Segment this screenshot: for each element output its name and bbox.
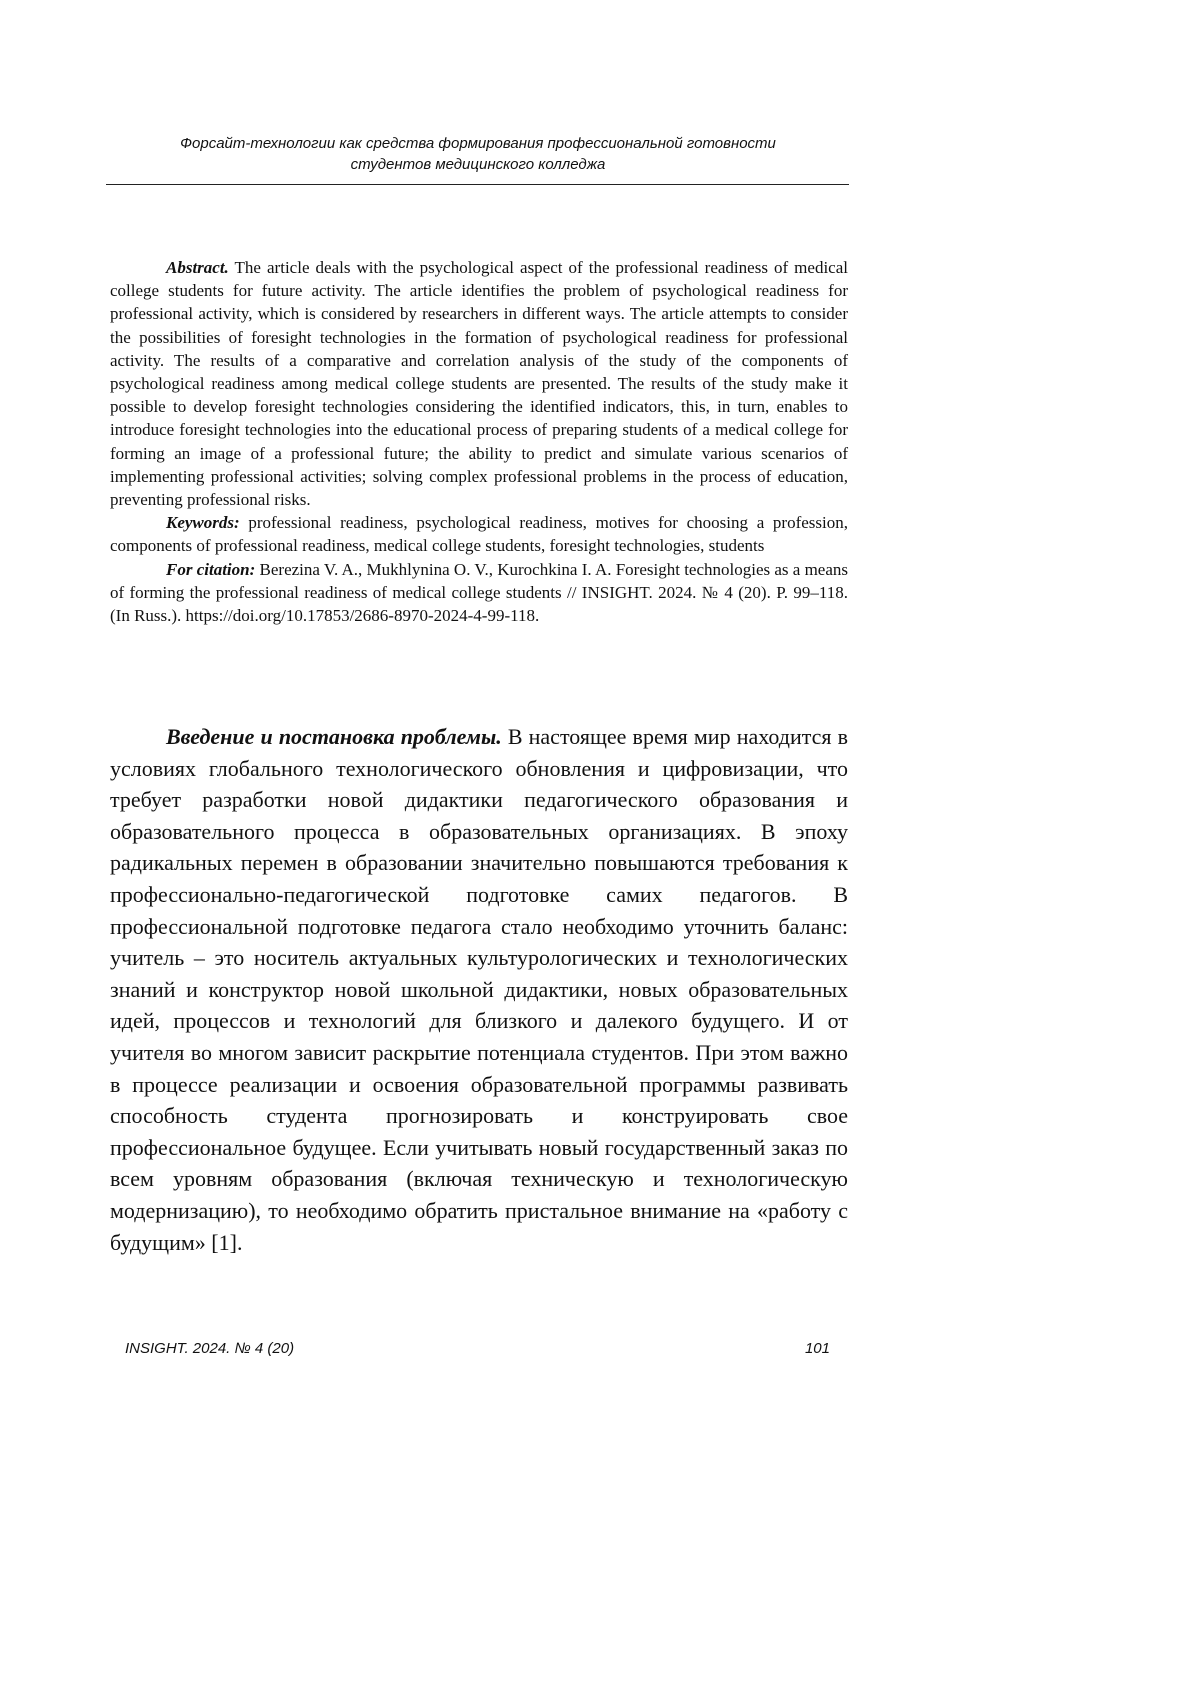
abstract-text: The article deals with the psychological aspect of the professional readiness of medical college students for future activity. The article identifies the problem of psychological readiness for professional activity, which is considered by researchers in different ways. The article attempts to consider the possibilities of foresight technologies in the formation of psychological readiness for professional activity. The results of a comparative and correlation analysis of the study of the components of psychological readiness among medical college students are presented. The results of the study make it possible to develop foresight technologies considering the identified indicators, this, in turn, enables to introduce foresight technologies into the educational process of preparing students of a medical college for forming an image of a professional future; the ability to predict and simulate various scenarios of implementing professional activities; solving complex professional problems in the process of education, preventing professional risks.	[110, 258, 848, 510]
abstract-label: Abstract.	[166, 258, 229, 277]
running-header	[108, 133, 848, 175]
footer-journal: INSIGHT. 2024. № 4 (20)	[125, 1340, 295, 1357]
abstract-paragraph	[110, 256, 848, 511]
keywords-label: Keywords:	[166, 513, 240, 533]
intro-text: В настоящее время мир находится в условиях глобального технологического обновления и цифровизации, что требует разработки новой дидактики педагогического образования и образовательного процесса в образовательных организациях. В эпоху радикальных перемен в образовании значительно повышаются требования к профессионально-педагогической подготовке самих педагогов. В профессиональной подготовке педагога стало необходимо уточнить баланс: учитель – это носитель актуальных культурологических и технологических знаний и конструктор новой школьной дидактики, новых образовательных идей, процессов и технологий для близкого и далекого будущего. И от учителя во многом зависит раскрытие потенциала студентов. При этом важно в процессе реализации и освоения образовательной программы развивать способность студента прогнозировать и конструировать свое профессиональное будущее. Если учитывать новый государственный заказ по всем уровням образования (включая техническую и технологическую модернизацию), то необходимо обратить пристальное внимание на «работу с будущим» [1].	[110, 724, 848, 1255]
header-divider	[106, 184, 849, 185]
page-number: 101	[804, 1340, 830, 1357]
keywords-text: professional readiness, psychological readiness, motives for choosing a profession, components of professional readiness, medical college students, foresight technologies, students	[110, 513, 849, 556]
keywords-paragraph	[110, 511, 848, 557]
citation-label: For citation:	[166, 559, 256, 579]
running-header-line-2: студентов медицинского колледжа	[350, 156, 606, 173]
intro-heading: Введение и постановка проблемы.	[166, 724, 502, 749]
article-body	[110, 721, 848, 1258]
citation-text: Berezina V. A., Mukhlynina O. V., Kurochkina I. A. Foresight technologies as a means of forming the professional readiness of medical college students // INSIGHT. 2024. № 4 (20). P. 99–118. (In Russ.). https://doi.org/10.17853/2686-8970-2024-4-99-118.	[110, 559, 849, 626]
citation-paragraph	[110, 558, 848, 628]
abstract-block	[110, 256, 848, 627]
running-footer	[125, 1340, 830, 1357]
running-header-line-1: Форсайт-технологии как средства формирования профессиональной готовности	[180, 135, 776, 152]
intro-paragraph	[110, 721, 848, 1258]
